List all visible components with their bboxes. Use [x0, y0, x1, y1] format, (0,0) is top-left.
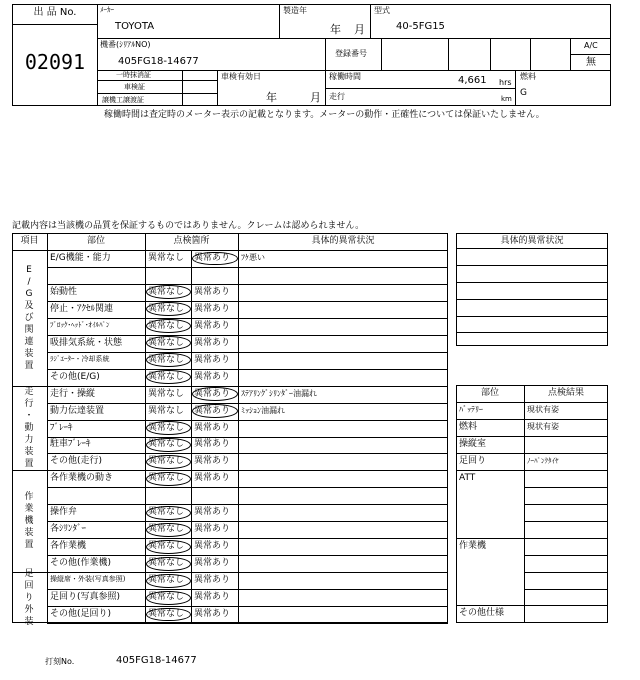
status-ng-option: 異常あり — [194, 575, 231, 586]
status-ok-option: 異常なし — [148, 422, 185, 433]
col-header-part: 部位 — [86, 236, 105, 246]
col-header-check: 点検箇所 — [173, 236, 210, 246]
circle-mark-ok — [146, 438, 191, 452]
table-row-part: 各作業機 — [50, 541, 87, 552]
group-label-char: 回 — [24, 580, 34, 591]
group-label-char: び — [24, 312, 34, 323]
status-ok-option: 異常なし — [148, 388, 185, 399]
group-label-char: 行 — [24, 399, 34, 410]
table-row-part: 操縦席・外装(写真参照) — [50, 575, 126, 584]
cab-label: 操縦室 — [459, 439, 487, 449]
status-ok-option: 異常なし — [148, 439, 185, 450]
status-ok-option: 異常なし — [148, 541, 185, 552]
status-ok-option: 異常なし — [148, 303, 185, 314]
status-ng-option: 異常あり — [194, 422, 231, 433]
fuel-check-result: 現状有姿 — [527, 422, 559, 431]
table-row-part: その他(走行) — [50, 456, 103, 467]
table-row-detail: ﾌｹ悪い — [241, 253, 265, 263]
group-label-char: 連 — [24, 336, 34, 347]
status-ng-option: 異常あり — [194, 337, 231, 348]
group-label-char: 足 — [24, 568, 34, 579]
status-ng-option: 異常あり — [194, 609, 231, 620]
circle-mark-ok — [146, 608, 191, 622]
undercarriage-result: ﾉｰﾊﾟﾝｸﾀｲﾔ — [527, 457, 559, 465]
att-label: ATT — [459, 473, 476, 483]
meter-disclaimer: 稼働時間は査定時のメーター表示の記載となります。メーターの動作・正確性については保証いたしません。 — [104, 110, 545, 120]
status-ok-option: 異常なし — [148, 337, 185, 348]
year-unit: 年 — [330, 23, 341, 36]
lot-number-value: 02091 — [24, 50, 86, 74]
status-ng-option: 異常あり — [194, 473, 231, 484]
group-label-char: 機 — [24, 516, 34, 527]
other-spec-label: その他仕様 — [459, 608, 505, 618]
group-label-char: 業 — [24, 504, 34, 515]
status-ok-option: 異常なし — [148, 575, 185, 586]
status-ok-option: 異常なし — [148, 473, 185, 484]
group-label-char: 外 — [24, 604, 34, 615]
table-row-part: その他(作業機) — [50, 558, 112, 569]
status-ok-option: 異常なし — [148, 609, 185, 620]
group-label-char: 動 — [24, 423, 34, 434]
status-ng-option: 異常あり — [194, 456, 231, 467]
status-ng-option: 異常あり — [194, 286, 231, 297]
ac-value: 無 — [586, 57, 596, 68]
group-label-char: E — [26, 264, 32, 275]
table-row-part: E/G機能・能力 — [50, 252, 111, 263]
stamp-label: 打刻No. — [45, 657, 75, 666]
status-ng-option: 異常あり — [194, 371, 231, 382]
hours-label: 稼働時間 — [329, 72, 361, 81]
group-label-char: 力 — [24, 435, 34, 446]
status-ok-option: 異常なし — [148, 558, 185, 569]
table-row-part: ﾌﾞﾛｯｸ･ﾍｯﾄﾞ･ｵｲﾙﾊﾟﾝ — [50, 320, 110, 329]
status-ng-option: 異常あり — [194, 388, 231, 399]
status-ok-option: 異常なし — [148, 507, 185, 518]
table-row-part: ﾗｼﾞｴｰﾀｰ・冷却系統 — [50, 354, 110, 363]
stamp-value: 405FG18-14677 — [116, 655, 197, 666]
status-ng-option: 異常あり — [194, 592, 231, 603]
fuel-value: G — [520, 88, 527, 98]
group-label-char: 作 — [24, 492, 34, 503]
table-row-part: 吸排気系統・状態 — [50, 337, 123, 348]
table-row-part: 各ｼﾘﾝﾀﾞｰ — [50, 524, 87, 535]
expiry-year-unit: 年 — [266, 91, 277, 104]
col-header-detail: 具体的異常状況 — [311, 236, 375, 246]
group-label-char: 置 — [24, 540, 34, 551]
status-ok-option: 異常なし — [148, 286, 185, 297]
group-label-char: 置 — [24, 360, 34, 371]
model-value: 40-5FG15 — [396, 21, 445, 32]
circle-mark-ok — [146, 506, 191, 520]
hours-unit: hrs — [499, 78, 512, 87]
status-ng-option: 異常あり — [194, 303, 231, 314]
status-ok-option: 異常なし — [148, 354, 185, 365]
table-row-part: 操作弁 — [50, 507, 78, 518]
circle-mark-ok — [146, 353, 191, 367]
status-ng-option: 異常あり — [194, 524, 231, 535]
year-label: 製造年 — [283, 6, 307, 15]
circle-mark-ok — [146, 455, 191, 469]
battery-label: ﾊﾞｯﾃﾘｰ — [459, 405, 483, 414]
table-row-part: その他(足回り) — [50, 609, 112, 620]
status-ng-option: 異常あり — [194, 558, 231, 569]
status-ng-option: 異常あり — [194, 252, 231, 263]
quality-disclaimer: 記載内容は当該機の品質を保証するものではありません。クレームは認められません。 — [12, 221, 365, 231]
table-row-detail: ｽﾃｱﾘﾝｸﾞｼﾘﾝﾀﾞｰ油漏れ — [241, 389, 317, 399]
circle-mark-ok — [146, 574, 191, 588]
table-row-part: 始動性 — [50, 286, 78, 297]
status-ok-option: 異常なし — [148, 524, 185, 535]
maker-value: TOYOTA — [115, 21, 155, 32]
group-label-char: 装 — [24, 348, 34, 359]
table-row-part: その他(E/G) — [50, 371, 100, 382]
fuel-label: 燃料 — [520, 72, 536, 81]
group-label-char: 装 — [24, 616, 34, 627]
transfer-cert-label: 譲機工譲渡証 — [102, 96, 144, 104]
circle-mark-ok — [146, 540, 191, 554]
table-row-part: 走行・操縦 — [50, 388, 96, 399]
table-row-part: 動力伝達装置 — [50, 405, 105, 416]
mileage-label: 走行 — [329, 92, 345, 101]
group-label-char: 走 — [24, 387, 34, 398]
work-machine-label: 作業機 — [459, 541, 487, 551]
undercarriage-label: 足回り — [459, 456, 487, 466]
maker-label: ﾒｰｶｰ — [100, 6, 114, 14]
circle-mark-ok — [146, 591, 191, 605]
results-col-result: 点検結果 — [547, 388, 584, 398]
status-ok-option: 異常なし — [148, 252, 185, 263]
group-label-char: / — [27, 276, 31, 287]
circle-mark-ng — [192, 387, 238, 401]
status-ok-option: 異常なし — [148, 371, 185, 382]
month-unit: 月 — [354, 23, 365, 36]
group-label-char: ・ — [24, 411, 34, 422]
group-label-char: 装 — [24, 447, 34, 458]
hours-value: 4,661 — [458, 75, 487, 86]
status-ng-option: 異常あり — [194, 354, 231, 365]
table-row-part: ﾌﾞﾚｰｷ — [50, 422, 73, 433]
lot-number-label: 出 品 No. — [33, 7, 77, 18]
status-ng-option: 異常あり — [194, 405, 231, 416]
right-detail-title: 具体的異常状況 — [500, 236, 564, 246]
expiry-month-unit: 月 — [310, 91, 321, 104]
circle-mark-ok — [146, 336, 191, 350]
circle-mark-ok — [146, 557, 191, 571]
shaken-expiry-label: 車検有効日 — [221, 72, 261, 81]
serial-label: 機番(ｼﾘｱﾙNO) — [100, 40, 151, 49]
status-ng-option: 異常あり — [194, 541, 231, 552]
temp-cancel-label: 一時抹消証 — [116, 71, 151, 79]
circle-mark-ng — [192, 404, 238, 418]
group-label-char: G — [25, 288, 33, 299]
status-ok-option: 異常なし — [148, 592, 185, 603]
ac-label: A/C — [584, 41, 598, 50]
circle-mark-ok — [146, 523, 191, 537]
model-label: 型式 — [374, 6, 390, 15]
col-header-item: 項目 — [20, 236, 39, 246]
serial-value: 405FG18-14677 — [118, 56, 199, 67]
table-row-detail: ﾐｯｼｮﾝ油漏れ — [241, 406, 285, 416]
status-ok-option: 異常なし — [148, 405, 185, 416]
table-row-part: 足回り(写真参照) — [50, 592, 121, 603]
group-label-char: り — [24, 592, 34, 603]
status-ok-option: 異常なし — [148, 456, 185, 467]
status-ng-option: 異常あり — [194, 320, 231, 331]
status-ng-option: 異常あり — [194, 439, 231, 450]
table-row-part: 各作業機の動き — [50, 473, 114, 484]
fuel-check-label: 燃料 — [459, 422, 478, 432]
group-label-char: 置 — [24, 459, 34, 470]
circle-mark-ok — [146, 370, 191, 384]
circle-mark-ng — [192, 252, 238, 266]
inspection-table — [12, 233, 448, 627]
mileage-unit: km — [501, 95, 512, 103]
battery-result: 現状有姿 — [527, 405, 559, 414]
group-label-char: 及 — [24, 300, 34, 311]
table-row-part: 停止・ｱｸｾﾙ関連 — [50, 303, 114, 314]
circle-mark-ok — [146, 472, 191, 486]
shaken-label: 車検証 — [124, 83, 145, 91]
circle-mark-ok — [146, 421, 191, 435]
status-ng-option: 異常あり — [194, 507, 231, 518]
group-label-char: 装 — [24, 528, 34, 539]
registration-label: 登録番号 — [335, 49, 367, 58]
status-ok-option: 異常なし — [148, 320, 185, 331]
table-row-part: 駐車ﾌﾞﾚｰｷ — [50, 439, 91, 450]
group-label-char: 関 — [24, 324, 34, 335]
results-col-part: 部位 — [480, 388, 499, 398]
